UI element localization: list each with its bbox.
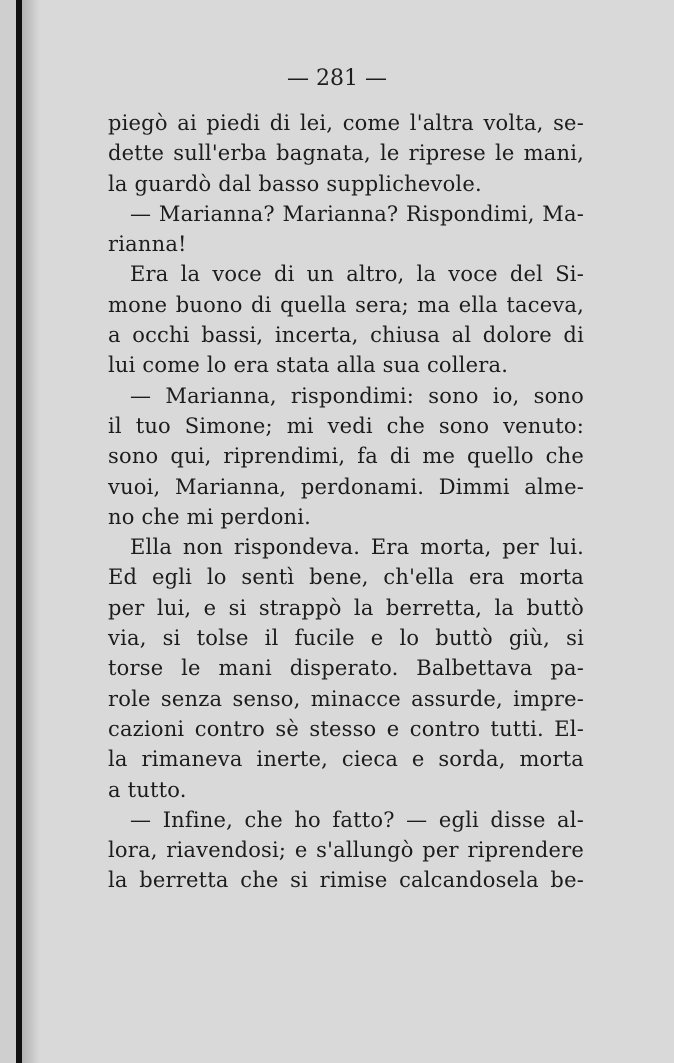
page-number: — 281 — [287, 66, 387, 91]
text-line: Ed egli lo sentì bene, ch'ella era morta [108, 565, 584, 590]
text-line: role senza senso, minacce assurde, impre- [108, 686, 584, 711]
binding-shadow [22, 0, 40, 1063]
text-line: il tuo Simone; mi vedi che sono venuto: [108, 413, 584, 438]
text-line: piegò ai piedi di lei, come l'altra volta, se- [108, 111, 584, 135]
text-line: lui come lo era stata alla sua collera. [108, 353, 509, 378]
text-line: vuoi, Marianna, perdonami. Dimmi almе- [108, 474, 584, 499]
body-text [108, 108, 584, 896]
text-line: no che mi perdoni. [108, 504, 312, 529]
text-line: per lui, e si strappò la berretta, la buttò [108, 595, 584, 620]
text-line: cazioni contro sè stesso e contro tutti. El- [108, 716, 584, 741]
left-page-margin [0, 0, 16, 1063]
text-line: torse le mani disperato. Balbettava pa- [108, 656, 584, 681]
text-line: — Marianna, rispondimi: sono io, sono [130, 383, 584, 408]
text-line: dette sull'erba bagnata, le riprese le mani, [108, 141, 584, 166]
text-line: — Marianna? Marianna? Rispondimi, Ma- [130, 201, 584, 226]
text-line: a tutto. [108, 777, 187, 802]
text-line: sono qui, riprendimi, fa di me quello che [108, 444, 584, 469]
text-line: la guardò dal basso supplichevole. [108, 171, 482, 196]
text-line: Ella non rispondeva. Era morta, per lui. [130, 535, 584, 560]
text-line: mone buono di quella sera; ma ella taceva, [108, 292, 584, 317]
text-line: la rimaneva inerte, cieca e sorda, morta [108, 747, 584, 772]
text-line: via, si tolse il fucile e lo buttò giù, si [108, 626, 584, 651]
text-line: la berretta che si rimise calcandosela be- [108, 868, 584, 893]
text-line: lora, riavendosi; e s'allungò per riprendere [108, 838, 584, 863]
text-line: — Infine, che ho fatto? — egli disse al- [130, 807, 584, 832]
text-line: rianna! [108, 232, 187, 257]
text-line: a occhi bassi, incerta, chiusa al dolore di [108, 323, 584, 348]
text-line: Era la voce di un altro, la voce del Si- [130, 262, 584, 287]
